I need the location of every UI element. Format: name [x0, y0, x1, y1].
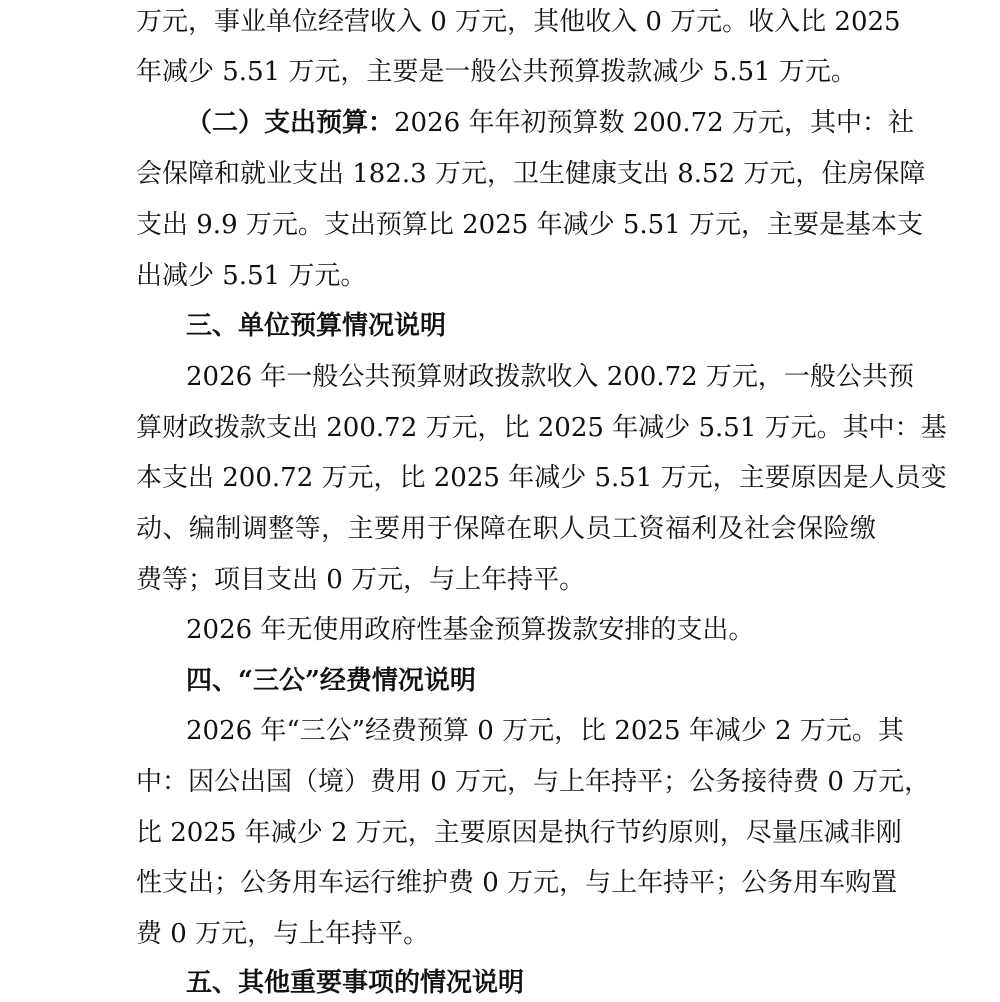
paragraph-line: 费 0 万元，与上年持平。: [136, 919, 430, 949]
paragraph-line: 费等；项目支出 0 万元，与上年持平。: [136, 565, 586, 595]
paragraph-line: 比 2025 年减少 2 万元，主要原因是执行节约原则，尽量压减非刚: [136, 818, 902, 848]
paragraph-line: 支出 9.9 万元。支出预算比 2025 年减少 5.51 万元，主要是基本支: [136, 210, 923, 240]
paragraph-line: 会保障和就业支出 182.3 万元，卫生健康支出 8.52 万元，住房保障: [136, 159, 926, 189]
paragraph-line: 性支出；公务用车运行维护费 0 万元，与上年持平；公务用车购置: [136, 868, 898, 898]
paragraph-line: 2026 年一般公共预算财政拨款收入 200.72 万元，一般公共预: [186, 362, 914, 392]
paragraph-line: 万元，事业单位经营收入 0 万元，其他收入 0 万元。收入比 2025: [136, 7, 901, 37]
paragraph-line: 2026 年“三公”经费预算 0 万元，比 2025 年减少 2 万元。其: [186, 716, 904, 746]
paragraph-line: 出减少 5.51 万元。: [136, 261, 367, 291]
section-subheading: （二）支出预算：: [186, 108, 395, 138]
paragraph-line: 中：因公出国（境）费用 0 万元，与上年持平；公务接待费 0 万元，: [136, 767, 931, 797]
section-heading: 四、“三公”经费情况说明: [186, 666, 476, 696]
paragraph-line: 2026 年无使用政府性基金预算拨款安排的支出。: [186, 615, 755, 645]
paragraph-line: 年减少 5.51 万元，主要是一般公共预算拨款减少 5.51 万元。: [136, 57, 857, 87]
paragraph-text: 2026 年年初预算数 200.72 万元，其中：社: [394, 108, 914, 138]
paragraph-line: [186, 108, 914, 138]
paragraph-line: 本支出 200.72 万元，比 2025 年减少 5.51 万元，主要原因是人员变: [136, 463, 947, 493]
paragraph-line: 算财政拨款支出 200.72 万元，比 2025 年减少 5.51 万元。其中：基: [136, 413, 947, 443]
section-heading: 五、其他重要事项的情况说明: [186, 968, 525, 998]
section-heading: 三、单位预算情况说明: [186, 311, 447, 341]
paragraph-line: 动、编制调整等，主要用于保障在职人员工资福利及社会保险缴: [136, 514, 876, 544]
